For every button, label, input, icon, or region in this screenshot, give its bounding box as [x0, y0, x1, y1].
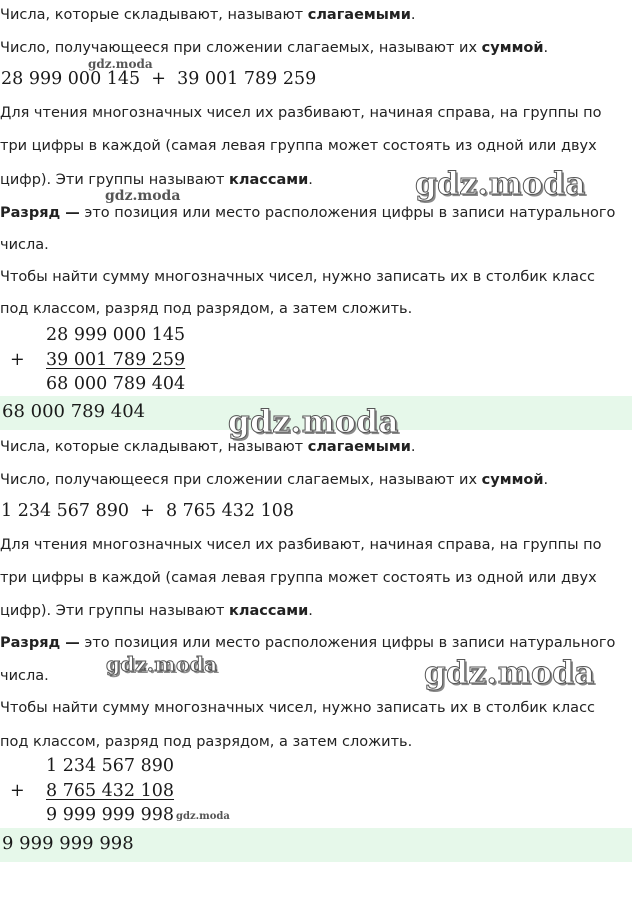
definition-text: цифр). Эти группы называют — [0, 603, 230, 619]
column-top-addend: 28 999 000 145 — [46, 325, 186, 345]
addends-definition — [0, 6, 416, 24]
term-addends: слагаемыми — [307, 439, 411, 455]
watermark-logo: gdz.moda — [228, 404, 399, 440]
howto-line-2: под классом, разряд под разрядом, а затем сложить. — [0, 734, 413, 750]
column-result: 68 000 789 404 — [46, 374, 186, 394]
answer-value: 68 000 789 404 — [2, 401, 146, 422]
howto-line-2: под классом, разряд под разрядом, а затем сложить. — [0, 301, 413, 317]
punctuation: . — [308, 172, 313, 188]
addition-expression: 28 999 000 145 + 39 001 789 259 — [1, 69, 317, 89]
definition-text: Число, получающееся при сложении слагаемых, называют их — [0, 40, 482, 56]
rank-definition-line-1 — [0, 634, 615, 652]
definition-text: Числа, которые складывают, называют — [0, 439, 308, 455]
term-addends: слагаемыми — [307, 7, 411, 23]
addends-definition — [0, 438, 416, 456]
addition-expression: 1 234 567 890 + 8 765 432 108 — [1, 501, 294, 521]
rank-definition-line-2: числа. — [0, 668, 49, 684]
plus-sign: + — [10, 350, 25, 370]
classes-text-line-1: Для чтения многозначных чисел их разбивают, начиная справа, на группы по — [0, 105, 602, 121]
definition-text: цифр). Эти группы называют — [0, 172, 230, 188]
howto-line-1: Чтобы найти сумму многозначных чисел, нужно записать их в столбик класс — [0, 269, 596, 285]
howto-line-1: Чтобы найти сумму многозначных чисел, нужно записать их в столбик класс — [0, 700, 596, 716]
punctuation: . — [410, 439, 416, 455]
column-bottom-addend: 39 001 789 259 — [46, 350, 186, 370]
answer-value: 9 999 999 998 — [2, 833, 134, 854]
classes-text-line-2: три цифры в каждой (самая левая группа может состоять из одной или двух — [0, 138, 597, 154]
punctuation: . — [543, 40, 549, 56]
watermark-logo: gdz.moda — [176, 811, 230, 822]
punctuation: . — [410, 7, 416, 23]
column-result: 9 999 999 998 — [46, 805, 175, 825]
term-rank: Разряд — — [0, 635, 80, 651]
column-top-addend: 1 234 567 890 — [46, 756, 175, 776]
definition-text: это позиция или место расположения цифры в записи натурального — [79, 205, 616, 221]
classes-text-line-1: Для чтения многозначных чисел их разбивают, начиная справа, на группы по — [0, 537, 602, 553]
classes-text-line-3 — [0, 171, 313, 189]
watermark-logo: gdz.moda — [106, 652, 218, 676]
sum-definition — [0, 471, 548, 489]
rank-definition-line-2: числа. — [0, 237, 49, 253]
term-sum: суммой — [481, 40, 544, 56]
plus-sign: + — [10, 781, 25, 801]
watermark-logo: gdz.moda — [88, 57, 153, 71]
column-bottom-addend: 8 765 432 108 — [46, 781, 175, 801]
watermark-logo: gdz.moda — [105, 188, 181, 204]
punctuation: . — [308, 603, 313, 619]
term-classes: классами — [229, 172, 309, 188]
watermark-logo: gdz.moda — [415, 166, 586, 202]
watermark-logo: gdz.moda — [424, 655, 595, 691]
punctuation: . — [543, 472, 549, 488]
classes-text-line-3 — [0, 602, 313, 620]
sum-definition — [0, 39, 548, 57]
term-rank: Разряд — — [0, 205, 80, 221]
definition-text: Числа, которые складывают, называют — [0, 7, 308, 23]
term-sum: суммой — [481, 472, 544, 488]
definition-text: Число, получающееся при сложении слагаемых, называют их — [0, 472, 482, 488]
rank-definition-line-1 — [0, 204, 615, 222]
classes-text-line-2: три цифры в каждой (самая левая группа может состоять из одной или двух — [0, 570, 597, 586]
answer-band — [0, 828, 632, 862]
definition-text: это позиция или место расположения цифры в записи натурального — [79, 635, 616, 651]
term-classes: классами — [229, 603, 309, 619]
